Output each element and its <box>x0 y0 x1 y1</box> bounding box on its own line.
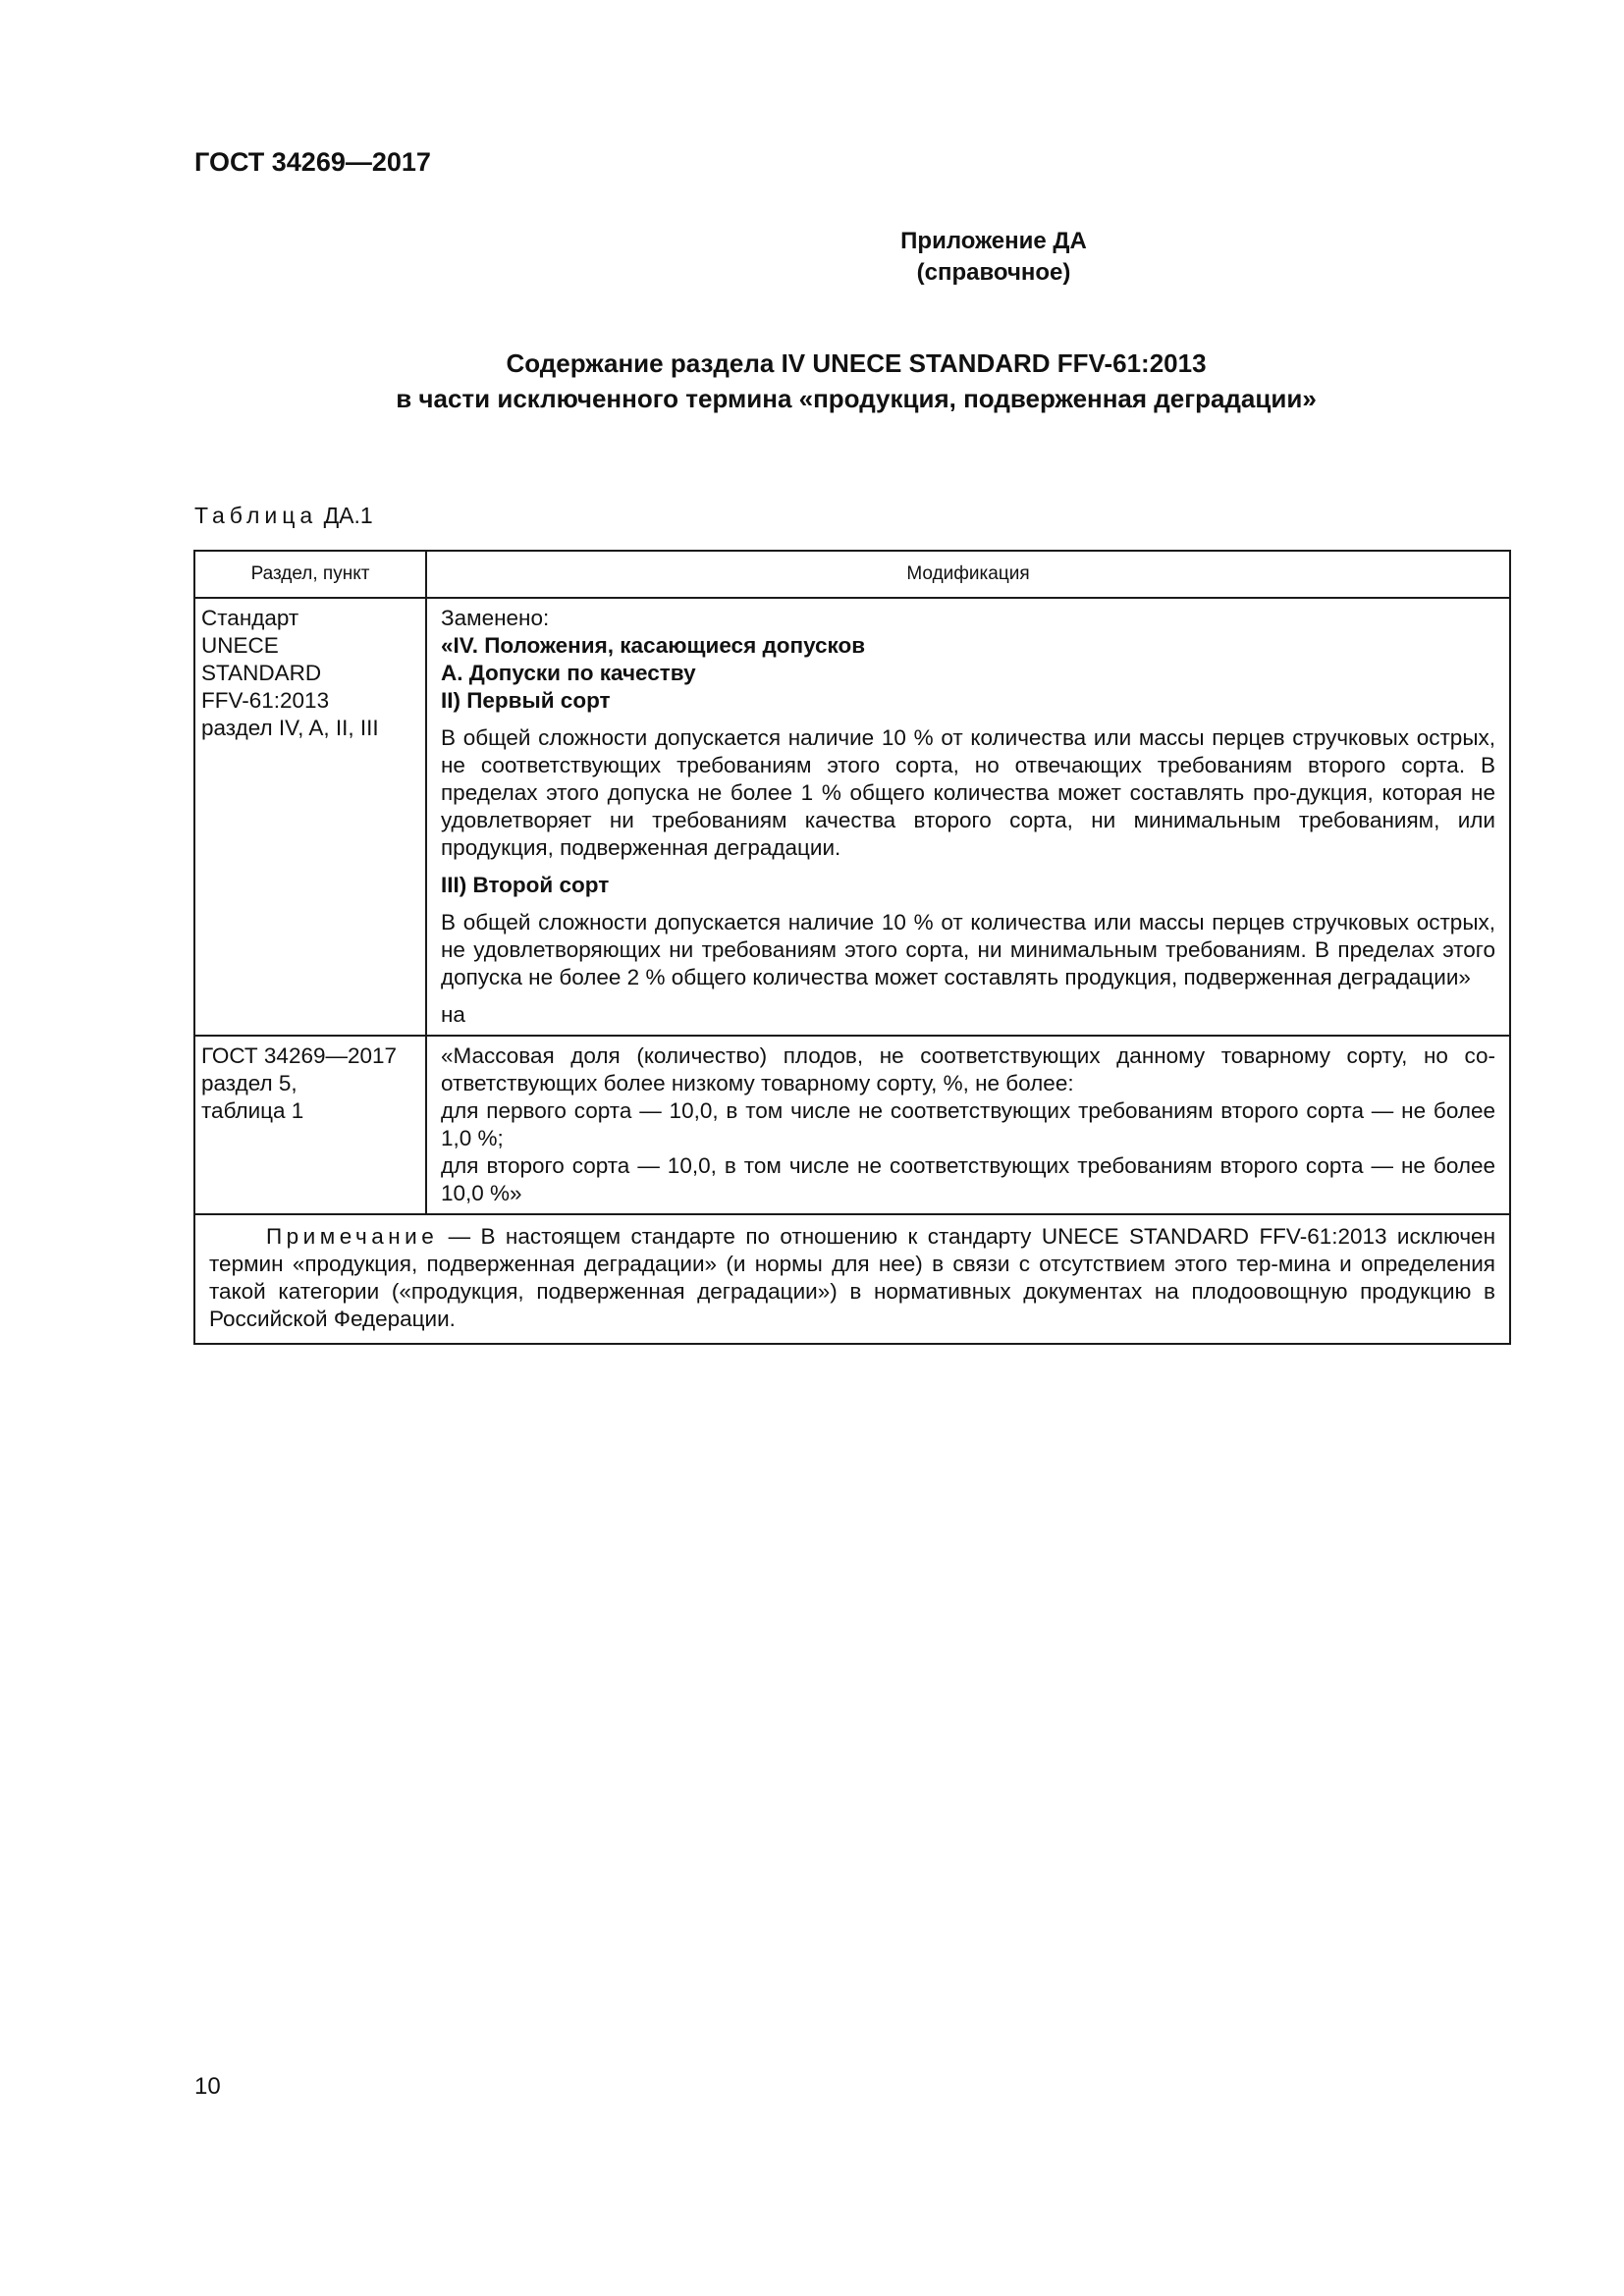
first-grade-title: II) Первый сорт <box>441 688 611 713</box>
section-cell-unece <box>194 598 426 1036</box>
appendix-title: Приложение ДА <box>900 228 1087 254</box>
appendix-heading <box>0 226 1624 289</box>
table-note <box>194 1214 1510 1344</box>
table-row <box>194 598 1510 1036</box>
section-line: раздел IV, A, II, III <box>201 716 379 740</box>
modification-cell-unece <box>426 598 1510 1036</box>
second-grade-norm: для второго сорта — 10,0, в том числе не соответствующих требованиям второго сорта — не более 10,0 %» <box>441 1153 1495 1205</box>
provisions-title: «IV. Положения, касающиеся допусков <box>441 633 866 658</box>
modification-table <box>193 550 1511 1345</box>
table-row <box>194 1036 1510 1214</box>
section-line: раздел 5, <box>201 1071 298 1095</box>
quality-tolerances-title: А. Допуски по качеству <box>441 661 696 685</box>
section-heading <box>194 346 1518 416</box>
second-grade-paragraph: В общей сложности допускается наличие 10 % от количества или массы перцев стручковых острых, не удовлетворяющих ни требованиям этого сорта, ни минимальным требованиям. В пределах этого допуска не более 2 % общего количества может составлять продукция, подверженная деградации» <box>441 910 1495 989</box>
table-header-row <box>194 551 1510 598</box>
column-header-modification: Модификация <box>426 551 1510 598</box>
on-label: на <box>441 1002 465 1027</box>
second-grade-title: III) Второй сорт <box>441 873 610 897</box>
section-line: таблица 1 <box>201 1098 304 1123</box>
table-note-row <box>194 1214 1510 1344</box>
modification-cell-gost <box>426 1036 1510 1214</box>
table-caption-label: Таблица <box>194 503 318 528</box>
first-grade-paragraph: В общей сложности допускается наличие 10 % от количества или массы перцев стручковых острых, не соответствующих требованиям этого сорта, но отвечающих требованиям второго сорта. В пределах этого допуска не более 1 % общего количества может составлять про-дукция, которая не удовлетворяет ни требованиям качества второго сорта, ни минимальным требованиям, или продукция, подверженная деградации. <box>441 725 1495 860</box>
table-caption-number: ДА.1 <box>323 503 373 528</box>
section-line: UNECE <box>201 633 279 658</box>
section-line: FFV-61:2013 <box>201 688 330 713</box>
first-grade-norm: для первого сорта — 10,0, в том числе не соответствующих требованиям второго сорта — не более 1,0 %; <box>441 1098 1495 1150</box>
column-header-section: Раздел, пункт <box>194 551 426 598</box>
mass-fraction-text: «Массовая доля (количество) плодов, не соответствующих данному товарному сорту, но со-ответствующих более низкому товарному сорту, %, не более: <box>441 1043 1495 1095</box>
section-heading-line1: Содержание раздела IV UNECE STANDARD FFV-61:2013 <box>506 348 1207 378</box>
appendix-subtitle: (справочное) <box>916 259 1071 286</box>
section-line: STANDARD <box>201 661 322 685</box>
page-number: 10 <box>194 2073 221 2100</box>
document-id: ГОСТ 34269—2017 <box>194 147 431 177</box>
section-cell-gost <box>194 1036 426 1214</box>
section-line: ГОСТ 34269—2017 <box>201 1043 398 1068</box>
note-label: Примечание <box>266 1224 439 1249</box>
note-text: — В настоящем стандарте по отношению к стандарту UNECE STANDARD FFV-61:2013 исключен термин «продукция, подверженная деградации» (и нормы для нее) в связи с отсутствием этого тер-мина и определения такой категории («продукция, подверженная деградации») в нормативных документах на плодоовощную продукцию в Российской Федерации. <box>209 1224 1495 1331</box>
table-caption <box>194 503 373 529</box>
replaced-label: Заменено: <box>441 606 550 630</box>
section-heading-line2: в части исключенного термина «продукция, подверженная деградации» <box>396 384 1317 413</box>
section-line: Стандарт <box>201 606 299 630</box>
